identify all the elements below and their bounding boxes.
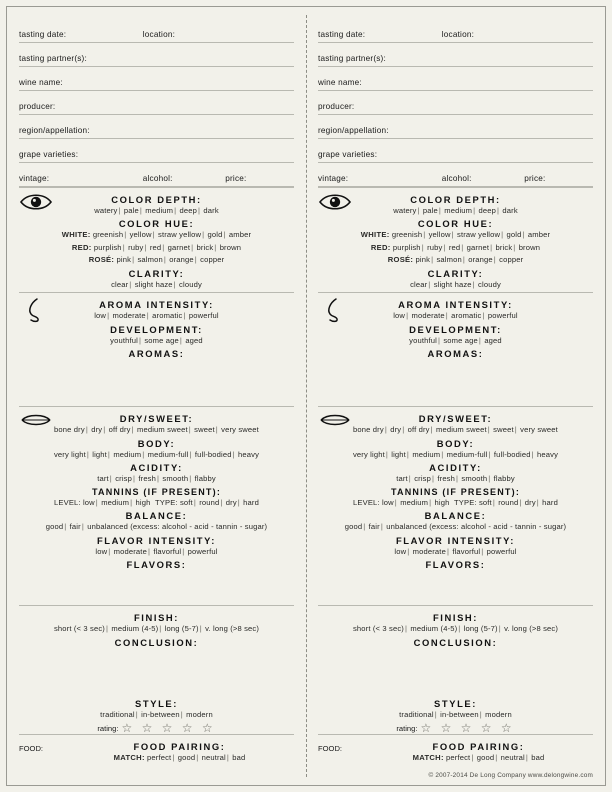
option[interactable]: bad	[531, 753, 545, 763]
color-depth-heading: COLOR DEPTH:	[410, 194, 501, 205]
option[interactable]: salmon	[436, 255, 462, 265]
aroma-intensity-options: low| moderate| aromatic| powerful	[94, 311, 219, 321]
wine-name-label: wine name:	[19, 78, 63, 87]
body-options: very light| light| medium| medium-full| full-bodied| heavy	[53, 449, 260, 459]
option[interactable]: high	[135, 497, 151, 507]
option[interactable]: medium (4-5)	[111, 624, 159, 634]
option[interactable]: brown	[518, 242, 541, 252]
tannins-heading: TANNINS (IF PRESENT):	[91, 486, 222, 497]
option[interactable]: traditional	[100, 709, 135, 719]
option[interactable]: unbalanced (excess: alcohol - acid - tannin - sugar)	[386, 522, 567, 532]
option[interactable]: amber	[228, 230, 252, 240]
option[interactable]: in-between	[141, 709, 180, 719]
field-row[interactable]	[318, 115, 593, 139]
option[interactable]: crisp	[414, 474, 431, 484]
tannin-type-label: TYPE:	[155, 497, 178, 507]
white-label: WHITE:	[360, 230, 390, 240]
option[interactable]: medium	[400, 497, 429, 507]
eye-icon	[318, 192, 352, 216]
option[interactable]: hard	[243, 497, 259, 507]
color-hue-rose: ROSÉ: pink| salmon| orange| copper	[88, 255, 225, 265]
option[interactable]: smooth	[461, 474, 488, 484]
option[interactable]: greenish	[92, 230, 124, 240]
color-hue-red: RED: purplish| ruby| red| garnet| brick| brown	[71, 242, 242, 252]
field-row[interactable]	[318, 19, 593, 43]
option[interactable]: brown	[219, 242, 242, 252]
option[interactable]: unbalanced (excess: alcohol - acid - tannin - sugar)	[87, 522, 268, 532]
tannin-type-label: TYPE:	[454, 497, 477, 507]
option[interactable]: red	[448, 242, 461, 252]
clarity-heading: CLARITY:	[128, 267, 185, 279]
option[interactable]: modern	[485, 709, 512, 719]
style-heading: STYLE:	[135, 697, 178, 709]
development-heading: DEVELOPMENT:	[409, 323, 502, 335]
food-section	[318, 734, 593, 765]
option[interactable]: low	[82, 497, 95, 507]
producer-label: producer:	[19, 102, 56, 111]
option[interactable]: youthful	[110, 335, 138, 345]
balance-options: good| fair| unbalanced (excess: alcohol - acid - tannin - sugar)	[45, 522, 268, 532]
option[interactable]: dry	[390, 425, 402, 435]
option[interactable]: neutral	[201, 753, 226, 763]
aroma-intensity-heading: AROMA INTENSITY:	[99, 299, 214, 311]
option[interactable]: powerful	[486, 546, 517, 556]
option[interactable]: low	[393, 311, 406, 321]
option[interactable]: sweet	[194, 425, 215, 435]
option[interactable]: perfect	[147, 753, 172, 763]
body-heading: BODY:	[436, 437, 475, 449]
option[interactable]: medium	[145, 206, 174, 215]
rating-label: rating:	[97, 723, 119, 733]
option[interactable]: low	[95, 546, 108, 556]
option[interactable]: garnet	[466, 242, 490, 252]
rating-stars[interactable]: ☆ ☆ ☆ ☆ ☆	[420, 721, 515, 736]
aromas-heading: AROMAS:	[427, 348, 484, 360]
option[interactable]: watery	[393, 206, 417, 215]
region-appellation-label: region/appellation:	[318, 126, 389, 135]
option[interactable]: moderate	[113, 546, 147, 556]
option[interactable]: orange	[468, 255, 493, 265]
option[interactable]: moderate	[412, 546, 446, 556]
option[interactable]: flavorful	[452, 546, 481, 556]
option[interactable]: medium sweet	[137, 425, 188, 435]
field-row[interactable]	[318, 67, 593, 91]
option[interactable]: flavorful	[153, 546, 182, 556]
field-row[interactable]	[19, 91, 294, 115]
aromas-write-in-area[interactable]	[318, 360, 593, 406]
nose-icon	[318, 297, 352, 321]
option[interactable]: pale	[123, 206, 139, 215]
dry-sweet-options: bone dry| dry| off dry| medium sweet| sweet| very sweet	[353, 425, 558, 435]
vintage-row[interactable]	[19, 163, 294, 187]
color-hue-red: RED: purplish| ruby| red| garnet| brick| brown	[370, 242, 541, 252]
tannins-options: LEVEL: low| medium| high TYPE: soft| round| dry| hard	[54, 497, 259, 507]
flavors-heading: FLAVORS:	[126, 559, 187, 571]
option[interactable]: medium-full	[446, 449, 488, 459]
option[interactable]: gold	[207, 230, 223, 240]
tasting-sheet-page	[6, 6, 606, 786]
option[interactable]: purplish	[93, 242, 122, 252]
option[interactable]: yellow	[129, 230, 152, 240]
balance-heading: BALANCE:	[424, 510, 487, 522]
flavors-write-in-area[interactable]	[19, 571, 294, 605]
field-row[interactable]	[318, 43, 593, 67]
tasting-card-left	[7, 7, 306, 785]
option[interactable]: very sweet	[221, 425, 259, 435]
field-row[interactable]	[19, 115, 294, 139]
flavor-intensity-heading: FLAVOR INTENSITY:	[96, 534, 217, 546]
producer-label: producer:	[318, 102, 355, 111]
acidity-options: tart| crisp| fresh| smooth| flabby	[97, 474, 216, 484]
option[interactable]: bone dry	[353, 425, 384, 435]
body-options: very light| light| medium| medium-full| full-bodied| heavy	[352, 449, 559, 459]
grape-varieties-label: grape varieties:	[19, 150, 79, 159]
clarity-options: clear| slight haze| cloudy	[410, 279, 501, 289]
option[interactable]: flabby	[194, 474, 216, 484]
food-match-options: MATCH: perfect| good| neutral| bad	[113, 753, 246, 763]
option[interactable]: smooth	[162, 474, 189, 484]
rating-label: rating:	[396, 723, 418, 733]
option[interactable]: clear	[410, 279, 428, 289]
fold-divider	[306, 15, 307, 777]
option[interactable]: moderate	[411, 311, 445, 321]
acidity-heading: ACIDITY:	[130, 462, 183, 474]
option[interactable]: long (5-7)	[164, 624, 199, 634]
option[interactable]: medium	[412, 449, 441, 459]
option[interactable]: dry	[225, 497, 237, 507]
conclusion-write-in-area[interactable]	[318, 649, 593, 695]
dry-sweet-heading: DRY/SWEET:	[418, 413, 493, 425]
development-options: youthful| some age| aged	[110, 335, 203, 345]
region-appellation-label: region/appellation:	[19, 126, 90, 135]
food-label: FOOD:	[318, 744, 343, 754]
option[interactable]: youthful	[409, 335, 437, 345]
wine-name-label: wine name:	[318, 78, 362, 87]
conclusion-write-in-area[interactable]	[19, 649, 294, 695]
field-row[interactable]	[318, 139, 593, 163]
option[interactable]: very light	[53, 449, 86, 459]
option[interactable]: bone dry	[54, 425, 85, 435]
food-label: FOOD:	[19, 744, 44, 754]
rose-label: ROSÉ:	[88, 255, 115, 265]
sight-section	[19, 187, 294, 289]
option[interactable]: watery	[94, 206, 118, 215]
food-pairing-heading: FOOD PAIRING:	[432, 741, 525, 753]
option[interactable]: amber	[527, 230, 551, 240]
footer-copyright: © 2007-2014 De Long Company www.delongwine.com	[428, 772, 593, 779]
option[interactable]: in-between	[440, 709, 479, 719]
option[interactable]: salmon	[137, 255, 163, 265]
color-depth-heading: COLOR DEPTH:	[111, 194, 202, 205]
option[interactable]: powerful	[487, 311, 518, 321]
option[interactable]: light	[391, 449, 406, 459]
mouth-icon	[19, 411, 53, 435]
rating-row	[318, 722, 593, 734]
red-label: RED:	[71, 242, 92, 252]
alcohol-label: alcohol:	[441, 174, 472, 183]
option[interactable]: good	[476, 753, 495, 763]
match-label: MATCH:	[113, 753, 145, 763]
color-hue-white: WHITE: greenish| yellow| straw yellow| gold| amber	[61, 230, 252, 240]
style-options: traditional| in-between| modern	[100, 709, 213, 719]
balance-heading: BALANCE:	[125, 510, 188, 522]
development-heading: DEVELOPMENT:	[110, 323, 203, 335]
option[interactable]: soft	[478, 497, 492, 507]
aroma-intensity-heading: AROMA INTENSITY:	[398, 299, 513, 311]
option[interactable]: copper	[200, 255, 225, 265]
option[interactable]: low	[94, 311, 107, 321]
option[interactable]: some age	[144, 335, 179, 345]
option[interactable]: medium	[101, 497, 130, 507]
option[interactable]: cloudy	[179, 279, 202, 289]
finish-heading: FINISH:	[432, 612, 479, 624]
price-label: price:	[524, 174, 546, 183]
option[interactable]: high	[434, 497, 450, 507]
option[interactable]: low	[381, 497, 394, 507]
option[interactable]: medium	[113, 449, 142, 459]
field-row[interactable]	[318, 91, 593, 115]
tasting-partners-label: tasting partner(s):	[318, 54, 386, 63]
option[interactable]: brick	[196, 242, 214, 252]
food-match-options: MATCH: perfect| good| neutral| bad	[412, 753, 545, 763]
option[interactable]: round	[498, 497, 519, 507]
flavor-intensity-options: low| moderate| flavorful| powerful	[394, 546, 517, 556]
option[interactable]: aromatic	[451, 311, 482, 321]
red-label: RED:	[370, 242, 391, 252]
option[interactable]: aromatic	[152, 311, 183, 321]
tannin-level-label: LEVEL:	[54, 497, 81, 507]
option[interactable]: tart	[396, 474, 408, 484]
color-depth-options: watery| pale| medium| deep| dark	[393, 206, 518, 215]
option[interactable]: full-bodied	[493, 449, 531, 459]
field-row[interactable]	[19, 139, 294, 163]
rose-label: ROSÉ:	[387, 255, 414, 265]
acidity-heading: ACIDITY:	[429, 462, 482, 474]
nose-icon	[19, 297, 53, 321]
option[interactable]: neutral	[500, 753, 525, 763]
option[interactable]: dark	[502, 206, 518, 215]
conclusion-heading: CONCLUSION:	[114, 636, 199, 648]
option[interactable]: powerful	[188, 311, 219, 321]
option[interactable]: crisp	[115, 474, 132, 484]
option[interactable]: v. long (>8 sec)	[504, 624, 559, 634]
option[interactable]: fresh	[138, 474, 157, 484]
balance-options: good| fair| unbalanced (excess: alcohol - acid - tannin - sugar)	[344, 522, 567, 532]
option[interactable]: greenish	[391, 230, 423, 240]
option[interactable]: medium (4-5)	[410, 624, 458, 634]
option[interactable]: tart	[97, 474, 109, 484]
rating-stars[interactable]: ☆ ☆ ☆ ☆ ☆	[121, 721, 216, 736]
vintage-label: vintage:	[318, 174, 349, 183]
option[interactable]: medium sweet	[436, 425, 487, 435]
option[interactable]: straw yellow	[457, 230, 501, 240]
option[interactable]: traditional	[399, 709, 434, 719]
body-heading: BODY:	[137, 437, 176, 449]
option[interactable]: heavy	[238, 449, 260, 459]
header-fields	[19, 19, 294, 187]
option[interactable]: flabby	[493, 474, 515, 484]
grape-varieties-label: grape varieties:	[318, 150, 378, 159]
finish-options: short (< 3 sec)| medium (4-5)| long (5-7)| v. long (>8 sec)	[352, 624, 559, 634]
conclusion-heading: CONCLUSION:	[413, 636, 498, 648]
vintage-label: vintage:	[19, 174, 50, 183]
color-hue-white: WHITE: greenish| yellow| straw yellow| gold| amber	[360, 230, 551, 240]
option[interactable]: ruby	[128, 242, 144, 252]
acidity-options: tart| crisp| fresh| smooth| flabby	[396, 474, 515, 484]
smell-section	[19, 292, 294, 406]
option[interactable]: hard	[542, 497, 558, 507]
option[interactable]: round	[199, 497, 220, 507]
option[interactable]: straw yellow	[158, 230, 202, 240]
option[interactable]: very light	[352, 449, 385, 459]
conclusion-section	[318, 605, 593, 734]
aromas-heading: AROMAS:	[128, 348, 185, 360]
finish-heading: FINISH:	[133, 612, 180, 624]
option[interactable]: off dry	[407, 425, 430, 435]
tasting-date-label: tasting date:	[19, 30, 67, 39]
option[interactable]: powerful	[187, 546, 218, 556]
color-depth-options: watery| pale| medium| deep| dark	[94, 206, 219, 215]
color-hue-heading: COLOR HUE:	[118, 218, 195, 230]
option[interactable]: pink	[116, 255, 132, 265]
dry-sweet-heading: DRY/SWEET:	[119, 413, 194, 425]
option[interactable]: gold	[506, 230, 522, 240]
option[interactable]: soft	[179, 497, 193, 507]
food-section	[19, 734, 294, 765]
food-pairing-heading: FOOD PAIRING:	[133, 741, 226, 753]
tasting-partners-label: tasting partner(s):	[19, 54, 87, 63]
taste-section	[19, 406, 294, 605]
development-options: youthful| some age| aged	[409, 335, 502, 345]
option[interactable]: slight haze	[134, 279, 173, 289]
option[interactable]: off dry	[108, 425, 131, 435]
option[interactable]: moderate	[112, 311, 146, 321]
taste-section	[318, 406, 593, 605]
option[interactable]: dark	[203, 206, 219, 215]
field-row[interactable]	[19, 43, 294, 67]
option[interactable]: light	[92, 449, 107, 459]
eye-icon	[19, 192, 53, 216]
option[interactable]: deep	[179, 206, 198, 215]
field-row[interactable]	[19, 19, 294, 43]
option[interactable]: deep	[478, 206, 497, 215]
white-label: WHITE:	[61, 230, 91, 240]
option[interactable]: full-bodied	[194, 449, 232, 459]
tasting-date-label: tasting date:	[318, 30, 366, 39]
tasting-card-right	[306, 7, 605, 785]
option[interactable]: fresh	[437, 474, 456, 484]
option[interactable]: short (< 3 sec)	[53, 624, 105, 634]
dry-sweet-options: bone dry| dry| off dry| medium sweet| sweet| very sweet	[54, 425, 259, 435]
vintage-row[interactable]	[318, 163, 593, 187]
option[interactable]: yellow	[428, 230, 451, 240]
option[interactable]: very sweet	[520, 425, 558, 435]
price-label: price:	[225, 174, 247, 183]
conclusion-section	[19, 605, 294, 734]
style-heading: STYLE:	[434, 697, 477, 709]
option[interactable]: garnet	[167, 242, 191, 252]
option[interactable]: good	[177, 753, 196, 763]
option[interactable]: aged	[185, 335, 203, 345]
option[interactable]: perfect	[446, 753, 471, 763]
color-hue-heading: COLOR HUE:	[417, 218, 494, 230]
option[interactable]: ruby	[427, 242, 443, 252]
option[interactable]: modern	[186, 709, 213, 719]
option[interactable]: dry	[524, 497, 536, 507]
option[interactable]: some age	[443, 335, 478, 345]
option[interactable]: orange	[169, 255, 194, 265]
option[interactable]: dry	[91, 425, 103, 435]
option[interactable]: medium-full	[147, 449, 189, 459]
sight-section	[318, 187, 593, 289]
option[interactable]: copper	[499, 255, 524, 265]
color-hue-rose: ROSÉ: pink| salmon| orange| copper	[387, 255, 524, 265]
option[interactable]: fair	[69, 522, 81, 532]
option[interactable]: red	[149, 242, 162, 252]
option[interactable]: v. long (>8 sec)	[205, 624, 260, 634]
option[interactable]: long (5-7)	[463, 624, 498, 634]
option[interactable]: good	[45, 522, 64, 532]
option[interactable]: brick	[495, 242, 513, 252]
clarity-heading: CLARITY:	[427, 267, 484, 279]
option[interactable]: pink	[415, 255, 431, 265]
option[interactable]: clear	[111, 279, 129, 289]
option[interactable]: short (< 3 sec)	[352, 624, 404, 634]
option[interactable]: aged	[484, 335, 502, 345]
aromas-write-in-area[interactable]	[19, 360, 294, 406]
flavors-write-in-area[interactable]	[318, 571, 593, 605]
smell-section	[318, 292, 593, 406]
option[interactable]: heavy	[537, 449, 559, 459]
rating-row	[19, 722, 294, 734]
field-row[interactable]	[19, 67, 294, 91]
style-options: traditional| in-between| modern	[399, 709, 512, 719]
flavor-intensity-options: low| moderate| flavorful| powerful	[95, 546, 218, 556]
option[interactable]: fair	[368, 522, 380, 532]
match-label: MATCH:	[412, 753, 444, 763]
option[interactable]: low	[394, 546, 407, 556]
header-fields	[318, 19, 593, 187]
tannins-options: LEVEL: low| medium| high TYPE: soft| round| dry| hard	[353, 497, 558, 507]
alcohol-label: alcohol:	[142, 174, 173, 183]
location-label: location:	[142, 30, 176, 39]
mouth-icon	[318, 411, 352, 435]
location-label: location:	[441, 30, 475, 39]
option[interactable]: bad	[232, 753, 246, 763]
flavor-intensity-heading: FLAVOR INTENSITY:	[395, 534, 516, 546]
option[interactable]: purplish	[392, 242, 421, 252]
option[interactable]: good	[344, 522, 363, 532]
finish-options: short (< 3 sec)| medium (4-5)| long (5-7)| v. long (>8 sec)	[53, 624, 260, 634]
tannin-level-label: LEVEL:	[353, 497, 380, 507]
option[interactable]: sweet	[493, 425, 514, 435]
aroma-intensity-options: low| moderate| aromatic| powerful	[393, 311, 518, 321]
option[interactable]: pale	[422, 206, 438, 215]
option[interactable]: medium	[444, 206, 473, 215]
clarity-options: clear| slight haze| cloudy	[111, 279, 202, 289]
flavors-heading: FLAVORS:	[425, 559, 486, 571]
option[interactable]: slight haze	[433, 279, 472, 289]
option[interactable]: cloudy	[478, 279, 501, 289]
tannins-heading: TANNINS (IF PRESENT):	[390, 486, 521, 497]
